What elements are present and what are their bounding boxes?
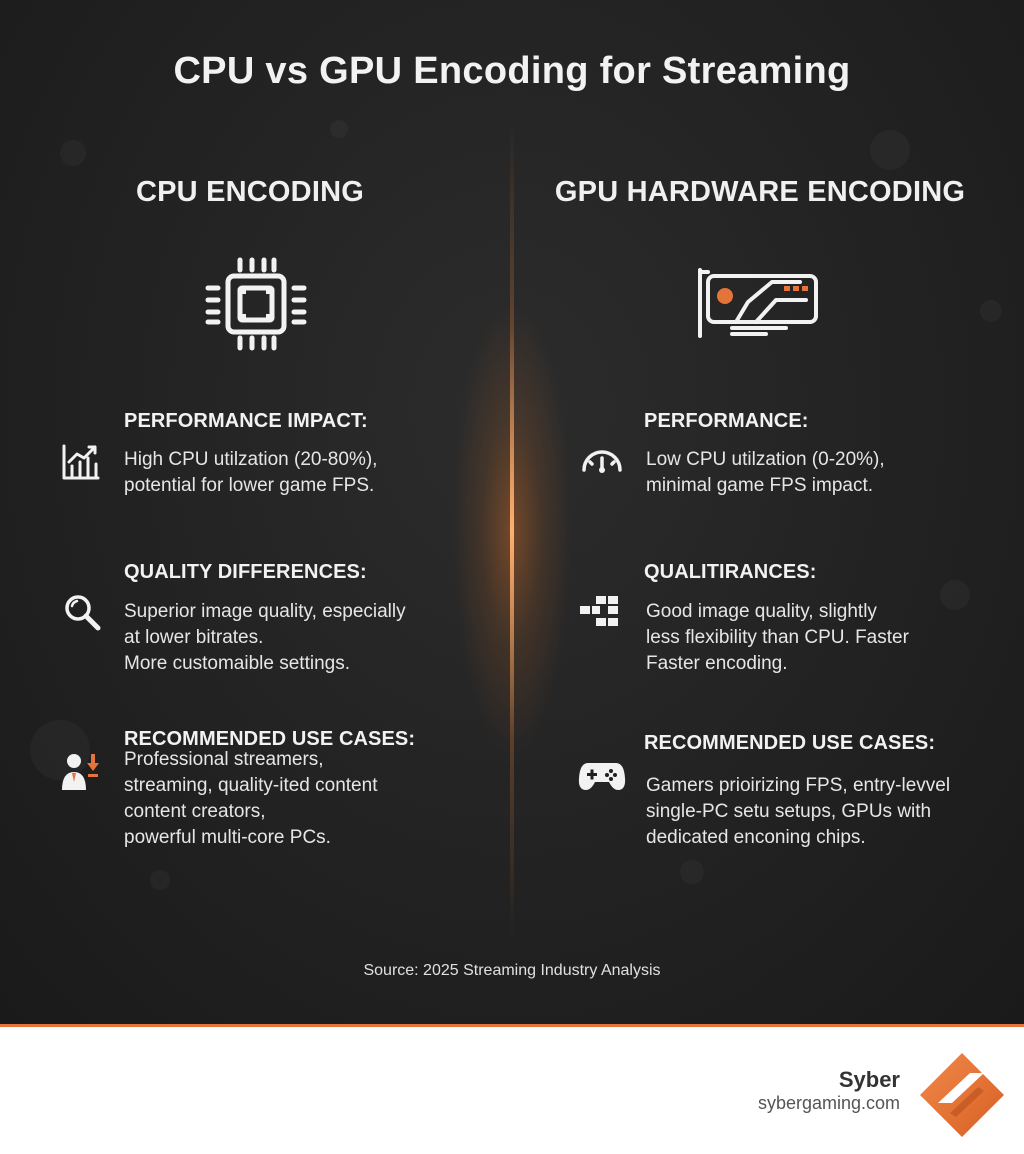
body-line: Superior image quality, especially xyxy=(124,601,406,622)
body-line: content creators, xyxy=(124,801,266,822)
graphics-card-icon xyxy=(696,266,822,342)
cpu-use-cases-body xyxy=(124,747,377,851)
gpu-use-cases-body xyxy=(646,773,950,851)
bokeh-dot xyxy=(870,130,910,170)
bokeh-dot xyxy=(60,140,86,166)
source-note: Source: 2025 Streaming Industry Analysis xyxy=(363,962,661,979)
cpu-use-cases-heading: RECOMMENDED USE CASES: xyxy=(124,728,416,750)
brand-name: Syber xyxy=(838,1067,900,1092)
pixel-blocks-icon xyxy=(580,596,620,628)
gpu-performance-heading: PERFORMANCE: xyxy=(644,410,809,432)
body-line: Professional streamers, xyxy=(124,749,324,770)
gamepad-icon xyxy=(578,760,626,792)
cpu-chip-icon xyxy=(204,252,308,356)
body-line: minimal game FPS impact. xyxy=(646,475,874,496)
bokeh-dot xyxy=(980,300,1002,322)
body-line: potential for lower game FPS. xyxy=(124,475,375,496)
gpu-column-title: GPU HARDWARE ENCODING xyxy=(554,176,966,208)
body-line: Low CPU utilzation (0-20%), xyxy=(646,449,885,470)
footer-bar xyxy=(0,1024,1024,1154)
center-divider xyxy=(510,120,514,940)
body-line: More customaible settings. xyxy=(124,653,350,674)
bokeh-dot xyxy=(940,580,970,610)
cpu-performance-body xyxy=(124,447,377,499)
speedometer-icon xyxy=(580,446,624,474)
magnifier-icon xyxy=(62,592,102,632)
body-line: streaming, quality-ited content xyxy=(124,775,378,796)
bokeh-dot xyxy=(330,120,348,138)
body-line: less flexibility than CPU. Faster xyxy=(646,627,909,648)
streamer-person-icon xyxy=(60,752,104,792)
brand-url[interactable]: sybergaming.com xyxy=(757,1093,900,1113)
body-line: single-PC setu setups, GPUs with xyxy=(646,801,932,822)
gpu-use-cases-heading: RECOMMENDED USE CASES: xyxy=(644,732,936,754)
body-line: Gamers prioirizing FPS, entry-levvel xyxy=(646,775,951,796)
gpu-quality-heading: QUALITIRANCES: xyxy=(644,561,817,583)
body-line: Good image quality, slightly xyxy=(646,601,877,622)
body-line: dedicated enconing chips. xyxy=(646,827,866,848)
bokeh-dot xyxy=(150,870,170,890)
body-line: powerful multi-core PCs. xyxy=(124,827,331,848)
gpu-performance-body xyxy=(646,447,885,499)
bokeh-dot xyxy=(680,860,704,884)
page-title: CPU vs GPU Encoding for Streaming xyxy=(173,50,851,92)
syber-logo-icon[interactable] xyxy=(918,1051,1006,1139)
cpu-quality-heading: QUALITY DIFFERENCES: xyxy=(124,561,367,583)
cpu-quality-body xyxy=(124,599,406,677)
cpu-performance-heading: PERFORMANCE IMPACT: xyxy=(124,410,368,432)
bar-chart-trend-icon xyxy=(60,442,100,482)
body-line: High CPU utilzation (20-80%), xyxy=(124,449,378,470)
gpu-quality-body xyxy=(646,599,909,677)
body-line: Faster encoding. xyxy=(646,653,788,674)
cpu-column-title: CPU ENCODING xyxy=(136,176,364,208)
body-line: at lower bitrates. xyxy=(124,627,264,648)
